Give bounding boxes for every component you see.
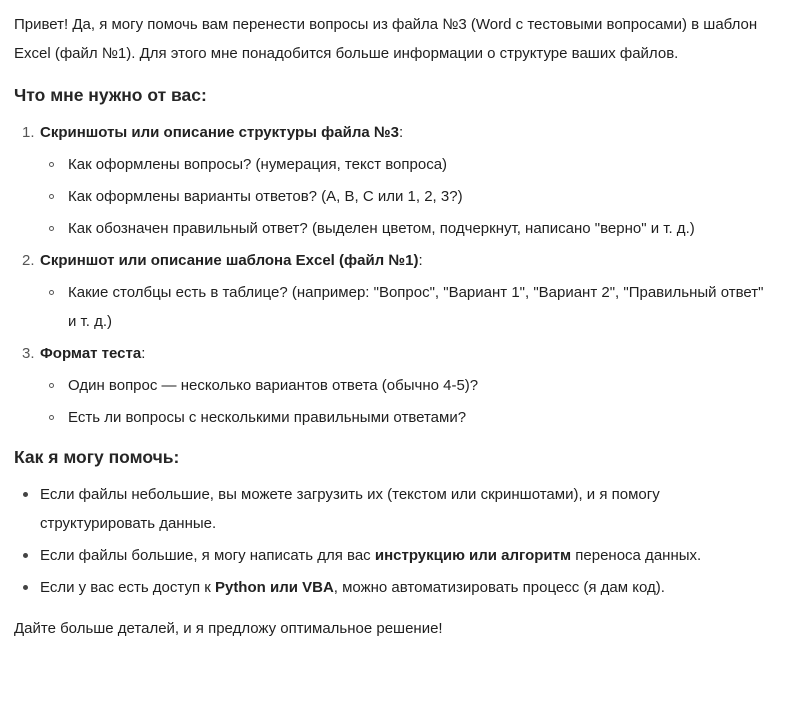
hollow-bullet-icon bbox=[49, 162, 54, 167]
sub-list-item bbox=[40, 214, 772, 243]
sub-list-text: Как обозначен правильный ответ? (выделен цветом, подчеркнут, написано "верно" и т. д.) bbox=[68, 220, 695, 237]
list-item-suffix: : bbox=[398, 124, 404, 141]
closing-paragraph: Дайте больше деталей, и я предложу оптимальное решение! bbox=[14, 620, 443, 637]
hollow-bullet-icon bbox=[49, 226, 54, 231]
emphasis-text: инструкцию или алгоритм bbox=[374, 547, 572, 564]
bullet-icon bbox=[23, 492, 28, 497]
help-list bbox=[14, 480, 772, 602]
list-item-text: переноса данных. bbox=[571, 547, 702, 564]
hollow-bullet-icon bbox=[49, 194, 54, 199]
hollow-bullet-icon bbox=[49, 290, 54, 295]
sub-list-item bbox=[40, 150, 772, 179]
sub-list bbox=[40, 371, 772, 432]
list-item bbox=[14, 339, 772, 432]
list-item bbox=[14, 480, 772, 538]
list-item bbox=[14, 246, 772, 336]
sub-list-item bbox=[40, 403, 772, 432]
sub-list-text: Какие столбцы есть в таблице? (например: "Вопрос", "Вариант 1", "Вариант 2", "Правильный ответ" и т. д.) bbox=[68, 284, 764, 330]
list-item bbox=[14, 118, 772, 243]
sub-list-text: Как оформлены варианты ответов? (А, В, С или 1, 2, 3?) bbox=[68, 188, 463, 205]
hollow-bullet-icon bbox=[49, 383, 54, 388]
bullet-icon bbox=[23, 585, 28, 590]
intro-paragraph: Привет! Да, я могу помочь вам перенести вопросы из файла №3 (Word с тестовыми вопросами) в шаблон Excel (файл №1). Для этого мне понадобится больше информации о структуре ваших файлов. bbox=[14, 16, 758, 62]
list-item-suffix: : bbox=[418, 252, 423, 269]
list-item-text: Если файлы небольшие, вы можете загрузить их (текстом или скриншотами), и я помогу структурировать данные. bbox=[40, 486, 660, 532]
sub-list-text: Есть ли вопросы с несколькими правильными ответами? bbox=[68, 409, 467, 426]
sub-list bbox=[40, 278, 772, 336]
sub-list-text: Как оформлены вопросы? (нумерация, текст вопроса) bbox=[68, 156, 448, 173]
emphasis-text: Python или VBA bbox=[214, 579, 334, 596]
list-number: 3. bbox=[22, 345, 35, 362]
list-item-suffix: : bbox=[141, 345, 146, 362]
needs-list bbox=[14, 118, 772, 432]
list-item-title: Формат теста bbox=[40, 345, 142, 362]
list-item-title: Скриншот или описание шаблона Excel (файл №1) bbox=[40, 252, 419, 269]
sub-list-item bbox=[40, 182, 772, 211]
list-item-title: Скриншоты или описание структуры файла №3 bbox=[40, 124, 399, 141]
bullet-icon bbox=[23, 553, 28, 558]
list-item bbox=[14, 573, 772, 602]
list-item-text: Если файлы большие, я могу написать для вас bbox=[40, 547, 375, 564]
hollow-bullet-icon bbox=[49, 415, 54, 420]
sub-list-text: Один вопрос — несколько вариантов ответа (обычно 4-5)? bbox=[68, 377, 479, 394]
list-item-text: Если у вас есть доступ к bbox=[40, 579, 215, 596]
list-item-text: , можно автоматизировать процесс (я дам код). bbox=[333, 579, 665, 596]
sub-list-item bbox=[40, 278, 772, 336]
list-number: 1. bbox=[22, 124, 35, 141]
section-heading-needs: Что мне нужно от вас: bbox=[14, 85, 207, 105]
sub-list bbox=[40, 150, 772, 243]
list-item bbox=[14, 541, 772, 570]
section-heading-help: Как я могу помочь: bbox=[14, 447, 180, 467]
sub-list-item bbox=[40, 371, 772, 400]
list-number: 2. bbox=[22, 252, 35, 269]
